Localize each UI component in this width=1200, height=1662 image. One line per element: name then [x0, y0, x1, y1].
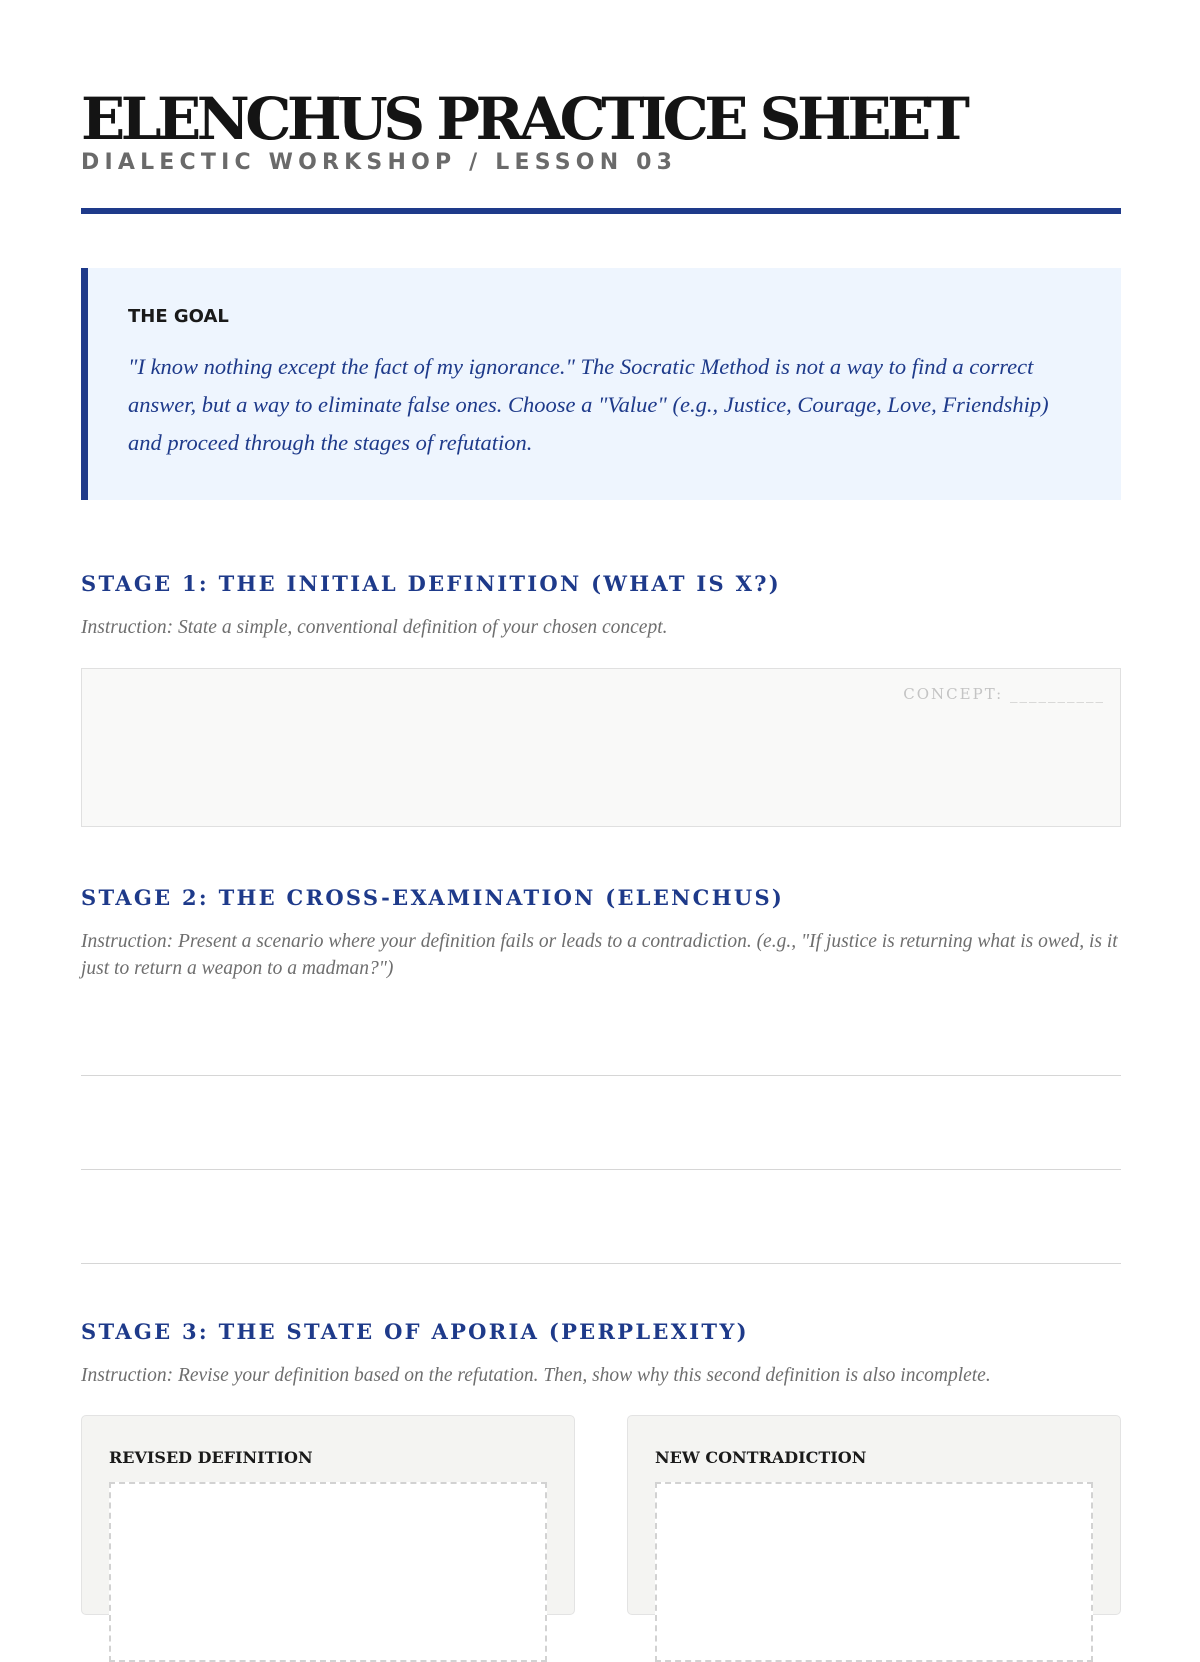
stage-3-instruction: Instruction: Revise your definition based on the refutation. Then, show why this second definition is also incomplete.	[81, 1365, 991, 1386]
revised-definition-label: REVISED DEFINITION	[109, 1448, 313, 1467]
new-contradiction-field[interactable]	[655, 1482, 1093, 1662]
stage-3-title: STAGE 3: THE STATE OF APORIA (PERPLEXITY)	[81, 1319, 749, 1344]
stage-1-title: STAGE 1: THE INITIAL DEFINITION (WHAT IS X?)	[81, 571, 782, 596]
initial-definition-field[interactable]	[81, 668, 1121, 827]
revised-definition-panel	[81, 1415, 575, 1615]
writing-line[interactable]	[81, 1075, 1121, 1076]
stage-2-title: STAGE 2: THE CROSS-EXAMINATION (ELENCHUS)	[81, 885, 785, 910]
header-divider	[81, 208, 1121, 214]
goal-text: "I know nothing except the fact of my ignorance." The Socratic Method is not a way to find a correct answer, but a way to eliminate false ones. Choose a "Value" (e.g., Justice, Courage, Love, Friendship) and proceed through the stages of refutation.	[128, 354, 1049, 455]
goal-heading: THE GOAL	[128, 306, 229, 327]
new-contradiction-panel	[627, 1415, 1121, 1615]
stage-1-instruction: Instruction: State a simple, conventional definition of your chosen concept.	[81, 617, 668, 638]
new-contradiction-label: NEW CONTRADICTION	[655, 1448, 867, 1467]
stage-2-instruction: Instruction: Present a scenario where your definition fails or leads to a contradiction. (e.g., "If justice is returning what is owed, is it just to return a weapon to a madman?")	[81, 931, 1118, 979]
writing-line[interactable]	[81, 1263, 1121, 1264]
page-subtitle: DIALECTIC WORKSHOP / LESSON 03	[81, 150, 678, 175]
page-title: ELENCHUS PRACTICE SHEET	[81, 85, 966, 153]
revised-definition-field[interactable]	[109, 1482, 547, 1662]
writing-line[interactable]	[81, 1169, 1121, 1170]
goal-callout	[81, 268, 1121, 500]
concept-label: CONCEPT: __________	[903, 685, 1105, 703]
